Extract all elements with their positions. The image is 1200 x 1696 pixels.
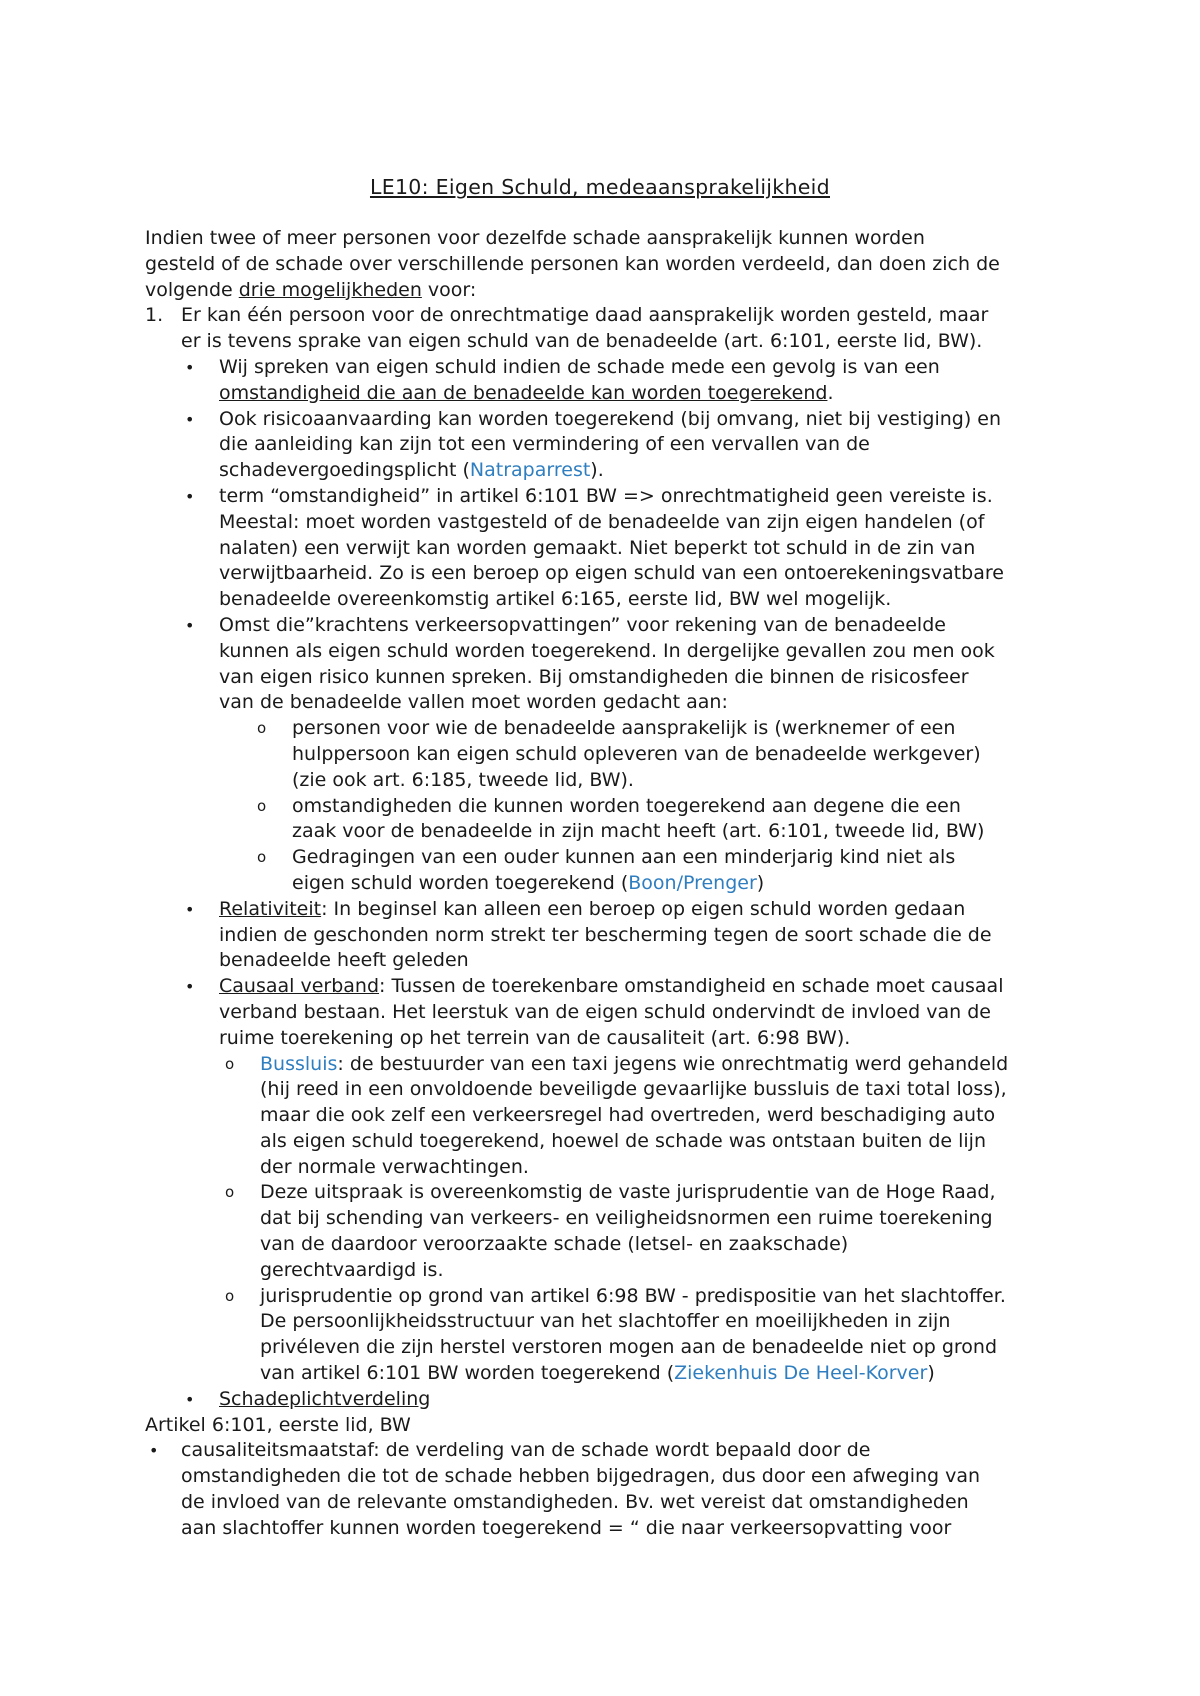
case-link-boon-prenger[interactable]: Boon/Prenger: [628, 871, 757, 894]
bullet-line: benadeelde overeenkomstig artikel 6:165, eerste lid, BW wel mogelijk.: [219, 588, 892, 611]
sub-bullet-line: van de daardoor veroorzaakte schade (letsel- en zaakschade): [260, 1233, 849, 1256]
sub-bullet-line: (zie ook art. 6:185, tweede lid, BW).: [292, 768, 634, 791]
bullet-item: [145, 1438, 1075, 1541]
bullet-line: [219, 897, 1075, 923]
sub-bullet-item: [145, 1052, 1075, 1181]
underlined-term: omstandigheid die aan de benadeelde kan worden toegerekend: [219, 381, 828, 404]
bullet-icon: •: [185, 1389, 195, 1409]
sub-bullet-line: zaak voor de benadeelde in zijn macht heeft (art. 6:101, tweede lid, BW): [292, 820, 985, 843]
bullet-line: van eigen risico kunnen spreken. Bij omstandigheden die binnen de risicosfeer: [219, 665, 969, 688]
bullet-icon: •: [185, 486, 195, 506]
underlined-term: drie mogelijkheden: [238, 278, 422, 301]
bullet-line: causaliteitsmaatstaf: de verdeling van de schade wordt bepaald door de: [181, 1439, 871, 1462]
bullet-icon: •: [185, 977, 195, 997]
intro-text: voor:: [421, 278, 477, 301]
sub-bullet-icon: o: [257, 719, 267, 738]
bullet-line: omstandigheden die tot de schade hebben bijgedragen, dus door een afweging van: [181, 1465, 981, 1488]
intro-line: gesteld of de schade over verschillende personen kan worden verdeeld, dan doen zich de: [145, 252, 1000, 275]
sub-bullet-text: eigen schuld worden toegerekend (: [292, 871, 629, 894]
sub-bullet-text: : de bestuurder van een taxi jegens wie onrechtmatig werd gehandeld: [337, 1052, 1009, 1075]
bullet-item: [145, 974, 1075, 1051]
sub-bullet-line: Gedragingen van een ouder kunnen aan een minderjarig kind niet als: [292, 846, 956, 869]
sub-bullet-line: [260, 1361, 1075, 1387]
sub-bullet-text: ): [927, 1362, 935, 1385]
intro-line: Indien twee of meer personen voor dezelfde schade aansprakelijk kunnen worden: [145, 227, 925, 249]
bullet-text: schadevergoedingsplicht (: [219, 459, 470, 482]
bullet-line: Omst die”krachtens verkeersopvattingen” voor rekening van de benadeelde: [219, 613, 946, 636]
bullet-line: Wij spreken van eigen schuld indien de schade mede een gevolg is van een: [219, 355, 940, 378]
underlined-term: Causaal verband: [219, 975, 380, 998]
intro-line: [145, 278, 1075, 304]
bullet-item: [145, 484, 1075, 613]
bullet-text: .: [827, 381, 834, 404]
sub-bullet-line: [292, 871, 1075, 897]
article-text: Artikel 6:101, eerste lid, BW: [145, 1413, 411, 1436]
bullet-line: ruime toerekening op het terrein van de causaliteit (art. 6:98 BW).: [219, 1026, 851, 1049]
sub-bullet-line: der normale verwachtingen.: [260, 1155, 529, 1178]
sub-bullet-item: [145, 716, 1075, 793]
list-number: 1.: [145, 304, 164, 327]
bullet-line: [219, 458, 1075, 484]
sub-bullet-line: Deze uitspraak is overeenkomstig de vaste jurisprudentie van de Hoge Raad,: [260, 1181, 996, 1204]
bullet-icon: •: [185, 899, 195, 919]
sub-bullet-line: [260, 1052, 1075, 1078]
bullet-line: term “omstandigheid” in artikel 6:101 BW => onrechtmatigheid geen vereiste is.: [219, 484, 993, 507]
article-line: [145, 1413, 1075, 1439]
sub-bullet-line: jurisprudentie op grond van artikel 6:98 BW - predispositie van het slachtoffer.: [260, 1284, 1006, 1307]
item-line: Er kan één persoon voor de onrechtmatige daad aansprakelijk worden gesteld, maar: [181, 304, 989, 327]
bullet-icon: •: [185, 615, 195, 635]
numbered-item-1: [145, 303, 1075, 355]
bullet-item: [145, 1387, 1075, 1413]
case-link-bussluis[interactable]: Bussluis: [260, 1052, 338, 1075]
underlined-term: Relativiteit: [219, 897, 322, 920]
intro-text: volgende: [145, 278, 239, 301]
bullet-line: van de benadeelde vallen moet worden gedacht aan:: [219, 691, 728, 714]
sub-bullet-item: [145, 1284, 1075, 1387]
bullet-line: kunnen als eigen schuld worden toegerekend. In dergelijke gevallen zou men ook: [219, 639, 995, 662]
bullet-line: verband bestaan. Het leerstuk van de eigen schuld ondervindt de invloed van de: [219, 1000, 991, 1023]
bullet-icon: •: [185, 357, 195, 377]
sub-bullet-item: [145, 1180, 1075, 1283]
bullet-item: [145, 407, 1075, 484]
sub-bullet-line: hulppersoon kan eigen schuld opleveren van de benadeelde werkgever): [292, 742, 981, 765]
sub-bullet-line: privéleven die zijn herstel verstoren mogen aan de benadeelde niet op grond: [260, 1336, 998, 1359]
bullet-line: indien de geschonden norm strekt ter bescherming tegen de soort schade die de: [219, 923, 992, 946]
sub-bullet-line: dat bij schending van verkeers- en veiligheidsnormen een ruime toerekening: [260, 1207, 993, 1230]
sub-bullet-line: maar die ook zelf een verkeersregel had overtreden, werd beschadiging auto: [260, 1104, 996, 1127]
sub-bullet-line: personen voor wie de benadeelde aansprakelijk is (werknemer of een: [292, 717, 956, 740]
sub-bullet-icon: o: [225, 1054, 235, 1073]
underlined-term: Schadeplichtverdeling: [219, 1387, 431, 1410]
document-body: [145, 226, 1075, 1542]
bullet-icon: •: [149, 1441, 159, 1461]
case-link-natraparrest[interactable]: Natraparrest: [469, 459, 591, 482]
sub-bullet-icon: o: [225, 1286, 235, 1305]
page-title: LE10: Eigen Schuld, medeaansprakelijkheid: [369, 175, 830, 199]
sub-bullet-item: [145, 794, 1075, 846]
sub-bullet-text: van artikel 6:101 BW worden toegerekend (: [260, 1362, 675, 1385]
bullet-line: [219, 974, 1075, 1000]
sub-bullet-line: De persoonlijkheidsstructuur van het slachtoffer en moeilijkheden in zijn: [260, 1310, 951, 1333]
bullet-text: ).: [590, 459, 604, 482]
item-line: er is tevens sprake van eigen schuld van de benadeelde (art. 6:101, eerste lid, BW).: [181, 330, 983, 353]
bullet-line: de invloed van de relevante omstandigheden. Bv. wet vereist dat omstandigheden: [181, 1491, 969, 1514]
bullet-line: aan slachtoffer kunnen worden toegerekend = “ die naar verkeersopvatting voor: [181, 1516, 952, 1539]
bullet-line: [219, 381, 1075, 407]
sub-bullet-line: als eigen schuld toegerekend, hoewel de schade was ontstaan buiten de lijn: [260, 1129, 986, 1152]
sub-bullet-line: (hij reed in een onvoldoende beveiligde gevaarlijke bussluis de taxi total loss),: [260, 1078, 1007, 1101]
sub-bullet-icon: o: [257, 848, 267, 867]
intro-paragraph: [145, 226, 1075, 303]
bullet-line: die aanleiding kan zijn tot een vermindering of een vervallen van de: [219, 433, 870, 456]
bullet-item: [145, 897, 1075, 974]
bullet-text: : Tussen de toerekenbare omstandigheid en schade moet causaal: [379, 975, 1004, 998]
sub-bullet-text: ): [756, 871, 765, 894]
bullet-item: [145, 355, 1075, 407]
sub-bullet-item: [145, 845, 1075, 897]
bullet-item: [145, 613, 1075, 716]
sub-bullet-icon: o: [225, 1183, 235, 1202]
sub-bullet-icon: o: [257, 796, 267, 815]
bullet-line: Ook risicoaanvaarding kan worden toegerekend (bij omvang, niet bij vestiging) en: [219, 407, 1002, 430]
sub-bullet-line: gerechtvaardigd is.: [260, 1258, 444, 1281]
bullet-line: verwijtbaarheid. Zo is een beroep op eigen schuld van een ontoerekeningsvatbare: [219, 562, 1004, 585]
bullet-line: nalaten) een verwijt kan worden gemaakt. Niet beperkt tot schuld in de zin van: [219, 536, 976, 559]
bullet-icon: •: [185, 409, 195, 429]
sub-bullet-line: omstandigheden die kunnen worden toegerekend aan degene die een: [292, 794, 961, 817]
case-link-ziekenhuis-de-heel-korver[interactable]: Ziekenhuis De Heel-Korver: [674, 1362, 928, 1385]
bullet-text: : In beginsel kan alleen een beroep op eigen schuld worden gedaan: [321, 897, 966, 920]
bullet-line: Meestal: moet worden vastgesteld of de benadeelde van zijn eigen handelen (of: [219, 510, 985, 533]
bullet-line: benadeelde heeft geleden: [219, 949, 469, 972]
